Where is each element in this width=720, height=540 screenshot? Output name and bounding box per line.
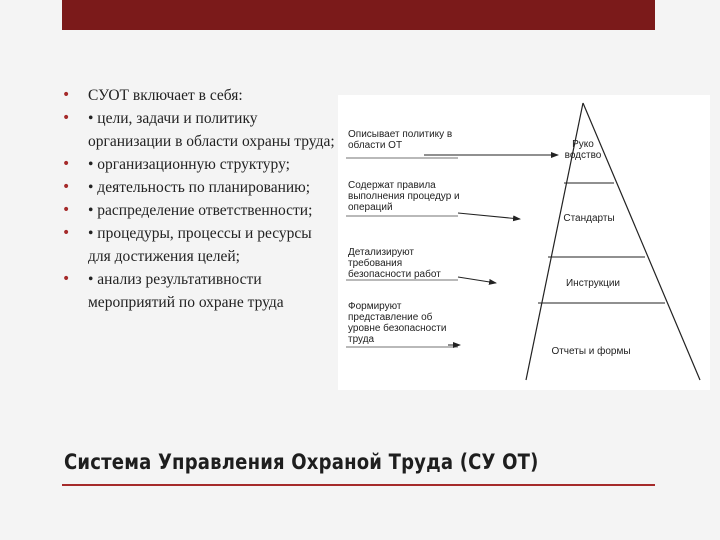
level-label-standards: Стандарты: [563, 213, 615, 224]
pyramid-diagram: [338, 95, 710, 390]
bullet-dot-icon: •: [62, 87, 71, 103]
level-label-reports: Отчеты и формы: [551, 346, 631, 357]
top-accent-bar: [62, 0, 655, 30]
level-label-instructions: Инструкции: [565, 278, 620, 289]
bullet-dot-icon: •: [62, 156, 71, 172]
bullet-dot-icon: •: [62, 271, 71, 287]
arrow-instructions: [458, 277, 496, 283]
left-label-policy: Описывает политику в области ОТ: [348, 129, 453, 151]
bullet-item: • • деятельность по планированию;: [62, 176, 337, 199]
bullet-list: [62, 84, 337, 314]
slide-title: Система Управления Охраной Труда (СУ ОТ): [64, 450, 539, 474]
left-label-standards: Содержат правила выполнения процедур и операций: [348, 180, 460, 213]
bullet-dot-icon: •: [62, 179, 71, 195]
title-underline: [62, 484, 655, 486]
level-label-management: Руко водство: [564, 139, 602, 161]
bullet-item: • • организационную структуру;: [62, 153, 337, 176]
bullet-item: • • анализ результативности мероприятий по охране труда: [62, 268, 337, 314]
bullet-dot-icon: •: [62, 225, 71, 241]
left-label-instructions: Детализируют требования безопасности работ: [348, 247, 441, 280]
bullet-item: • • процедуры, процессы и ресурсы для достижения целей;: [62, 222, 337, 268]
bullet-item: • • цели, задачи и политику организации в области охраны труда;: [62, 107, 337, 153]
bullet-item: • • распределение ответственности;: [62, 199, 337, 222]
arrow-standards: [458, 213, 520, 219]
bullet-item: • СУОТ включает в себя:: [62, 84, 337, 107]
left-label-reports: Формируют представление об уровне безопасности труда: [348, 301, 447, 345]
bullet-dot-icon: •: [62, 202, 71, 218]
bullet-dot-icon: •: [62, 110, 71, 126]
